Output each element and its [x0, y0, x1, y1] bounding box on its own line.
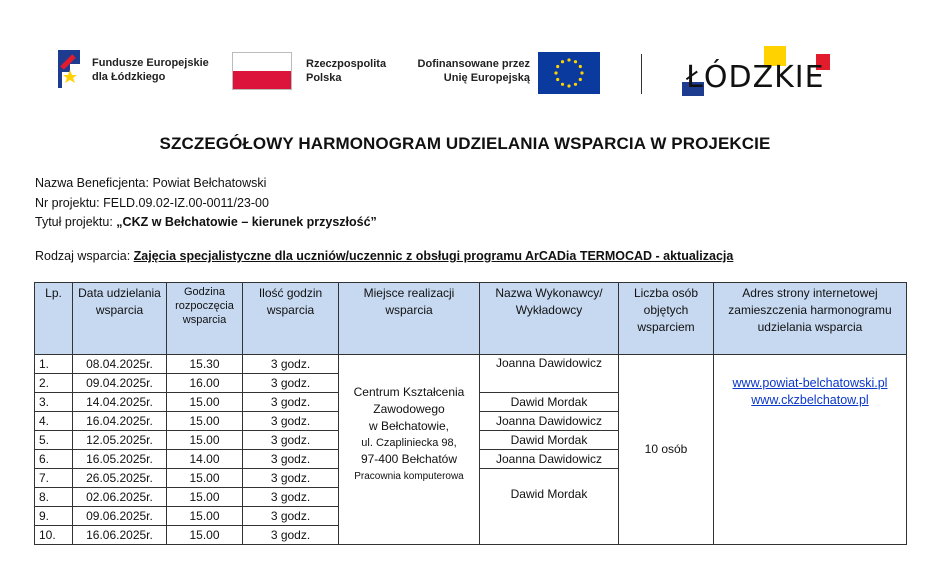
cell-hours: 3 godz.: [243, 526, 339, 545]
support-type-label: Rodzaj wsparcia:: [35, 249, 134, 263]
cell-start: 16.00: [167, 374, 243, 393]
cell-start: 15.30: [167, 355, 243, 374]
cell-hours: 3 godz.: [243, 412, 339, 431]
cell-lp: 4.: [35, 412, 73, 431]
header-participants: Liczba osób objętych wsparciem: [619, 283, 714, 355]
cell-start: 14.00: [167, 450, 243, 469]
project-number-value: FELD.09.02-IZ.00-0011/23-00: [103, 196, 269, 210]
cell-date: 14.04.2025r.: [73, 393, 167, 412]
cell-date: 09.06.2025r.: [73, 507, 167, 526]
cell-lp: 6.: [35, 450, 73, 469]
cell-lecturer: Dawid Mordak: [480, 431, 619, 450]
cell-hours: 3 godz.: [243, 450, 339, 469]
document-title: SZCZEGÓŁOWY HARMONOGRAM UDZIELANIA WSPARCIA W PROJEKCIE: [159, 134, 771, 153]
cell-lecturer: Joanna Dawidowicz: [480, 450, 619, 469]
place-line-6: Pracownia komputerowa: [354, 471, 464, 482]
rp-text-line-2: Polska: [306, 72, 342, 84]
table-header-row: [35, 283, 907, 355]
eu-flag-icon: [538, 52, 600, 94]
logo-divider: [641, 54, 642, 94]
cell-lp: 2.: [35, 374, 73, 393]
header-lecturer: Nazwa Wykonawcy/ Wykładowcy: [480, 283, 619, 355]
cell-lp: 8.: [35, 488, 73, 507]
cell-date: 16.06.2025r.: [73, 526, 167, 545]
cell-date: 16.05.2025r.: [73, 450, 167, 469]
cell-start: 15.00: [167, 393, 243, 412]
beneficiary-line: [35, 176, 266, 190]
cell-hours: 3 godz.: [243, 431, 339, 450]
support-type-line: [35, 249, 733, 263]
header-lp: Lp.: [35, 283, 73, 355]
project-title-label: Tytuł projektu:: [35, 215, 117, 229]
cell-date: 26.05.2025r.: [73, 469, 167, 488]
header-start-hour: Godzina rozpoczęcia wsparcia: [167, 283, 243, 355]
cell-lecturer: Joanna Dawidowicz: [480, 355, 619, 393]
schedule-table: [34, 282, 907, 545]
place-line-1: Centrum Kształcenia: [353, 385, 465, 399]
feng-logo-text: [92, 56, 209, 84]
cell-date: 16.04.2025r.: [73, 412, 167, 431]
cell-lecturer: Dawid Mordak: [480, 469, 619, 545]
header-place: Miejsce realizacji wsparcia: [339, 283, 480, 355]
header-website: Adres strony internetowej zamieszczenia harmonogramu udzielania wsparcia: [714, 283, 907, 355]
lodzkie-logo: [682, 46, 842, 102]
cell-date: 09.04.2025r.: [73, 374, 167, 393]
beneficiary-value: Powiat Bełchatowski: [152, 176, 267, 190]
cell-lp: 5.: [35, 431, 73, 450]
header-hours: Ilość godzin wsparcia: [243, 283, 339, 355]
cell-lp: 1.: [35, 355, 73, 374]
eu-text-line-2: Unię Europejską: [443, 72, 530, 84]
table-row: [35, 355, 907, 374]
cell-hours: 3 godz.: [243, 393, 339, 412]
cell-hours: 3 godz.: [243, 488, 339, 507]
place-line-5: 97-400 Bełchatów: [360, 452, 458, 466]
cell-website-links: [714, 355, 907, 545]
cell-hours: 3 godz.: [243, 469, 339, 488]
place-line-4: ul. Czapliniecka 98,: [361, 437, 457, 449]
header-date: Data udzielania wsparcia: [73, 283, 167, 355]
cell-start: 15.00: [167, 431, 243, 450]
feng-text-line-1: Fundusze Europejskie: [92, 57, 209, 69]
cell-lp: 3.: [35, 393, 73, 412]
project-title-value: „CKZ w Bełchatowie – kierunek przyszłość”: [116, 215, 377, 229]
cell-start: 15.00: [167, 526, 243, 545]
polish-flag-icon: [232, 52, 292, 90]
support-type-value: Zajęcia specjalistyczne dla uczniów/uczennic z obsługi programu ArCADia TERMOCAD - aktualizacja: [133, 249, 734, 263]
project-number-line: [35, 196, 269, 210]
cell-start: 15.00: [167, 507, 243, 526]
cell-date: 02.06.2025r.: [73, 488, 167, 507]
place-line-2: Zawodowego: [373, 402, 445, 416]
cell-lp: 9.: [35, 507, 73, 526]
rp-logo-text: [306, 57, 386, 85]
cell-lecturer: Dawid Mordak: [480, 393, 619, 412]
project-number-label: Nr projektu:: [35, 196, 104, 210]
rp-text-line-1: Rzeczpospolita: [306, 58, 387, 70]
website-link-powiat[interactable]: www.powiat-belchatowski.pl: [732, 376, 888, 390]
logo-bar: [0, 40, 930, 110]
website-link-ckz[interactable]: www.ckzbelchatow.pl: [751, 393, 869, 407]
cell-place: [339, 355, 480, 545]
cell-start: 15.00: [167, 488, 243, 507]
cell-date: 08.04.2025r.: [73, 355, 167, 374]
feng-text-line-2: dla Łódzkiego: [92, 71, 166, 83]
cell-hours: 3 godz.: [243, 507, 339, 526]
cell-participants: 10 osób: [619, 355, 714, 545]
cell-lecturer: Joanna Dawidowicz: [480, 412, 619, 431]
cell-start: 15.00: [167, 412, 243, 431]
cell-hours: 3 godz.: [243, 374, 339, 393]
cell-start: 15.00: [167, 469, 243, 488]
cell-lp: 7.: [35, 469, 73, 488]
eu-text-line-1: Dofinansowane przez: [417, 58, 530, 70]
cell-hours: 3 godz.: [243, 355, 339, 374]
cell-date: 12.05.2025r.: [73, 431, 167, 450]
eu-logo-text: [412, 57, 530, 85]
fundusze-europejskie-logo: [52, 46, 86, 92]
place-line-3: w Bełchatowie,: [368, 419, 450, 433]
lodzkie-logo-text: ŁÓDZKIE: [686, 60, 825, 95]
cell-lp: 10.: [35, 526, 73, 545]
beneficiary-label: Nazwa Beneficjenta:: [35, 176, 153, 190]
project-title-line: [35, 215, 377, 229]
